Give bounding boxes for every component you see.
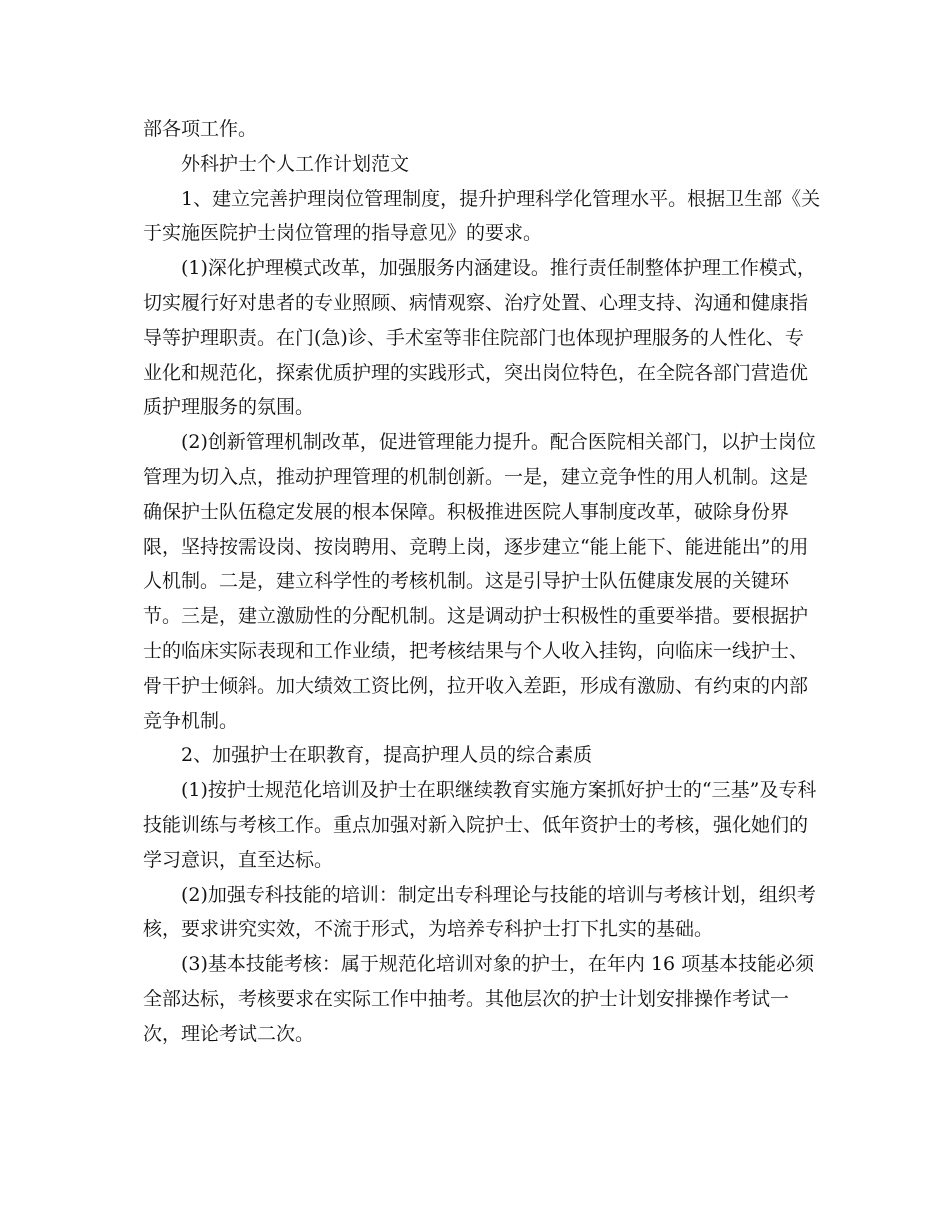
text-line: 业化和规范化，探索优质护理的实践形式，突出岗位特色，在全院各部门营造优 xyxy=(143,361,809,384)
text-line: 全部达标，考核要求在实际工作中抽考。其他层次的护士计划安排操作考试一 xyxy=(143,987,790,1010)
text-line: 于实施医院护士岗位管理的指导意见》的要求。 xyxy=(143,222,543,245)
text-line: (1)深化护理模式改革，加强服务内涵建设。推行责任制整体护理工作模式， xyxy=(181,257,816,280)
paragraph xyxy=(143,425,816,738)
text-line: (1)按护士规范化培训及护士在职继续教育实施方案抓好护士的“三基”及专科 xyxy=(181,779,817,802)
text-line: 切实履行好对患者的专业照顾、病情观察、治疗处置、心理支持、沟通和健康指 xyxy=(143,291,809,314)
text-line: 2、加强护士在职教育，提高护理人员的综合素质 xyxy=(181,744,593,767)
text-line: 次，理论考试二次。 xyxy=(143,1022,315,1045)
text-line: 技能训练与考核工作。重点加强对新入院护士、低年资护士的考核，强化她们的 xyxy=(143,813,809,836)
text-line: 竞争机制。 xyxy=(143,709,239,732)
text-line: 确保护士队伍稳定发展的根本保障。积极推进医院人事制度改革，破除身份界 xyxy=(143,500,790,523)
text-line: 部各项工作。 xyxy=(143,118,258,140)
paragraph xyxy=(143,773,817,877)
text-line: 管理为切入点，推动护理管理的机制创新。一是，建立竞争性的用人机制。这是 xyxy=(143,465,809,488)
paragraph xyxy=(143,147,808,182)
text-line: 骨干护士倾斜。加大绩效工资比例，拉开收入差距，形成有激励、有约束的内部 xyxy=(143,674,809,697)
text-line: (2)创新管理机制改革，促进管理能力提升。配合医院相关部门，以护士岗位 xyxy=(181,431,816,454)
paragraph xyxy=(143,878,816,948)
text-line: (2)加强专科技能的培训：制定出专科理论与技能的培训与考核计划，组织考 xyxy=(181,883,816,906)
text-line: (3)基本技能考核：属于规范化培训对象的护士，在年内 16 项基本技能必须 xyxy=(181,953,815,976)
paragraph xyxy=(143,251,816,425)
text-line: 学习意识，直至达标。 xyxy=(143,848,334,871)
document-body xyxy=(143,112,821,1052)
text-line: 质护理服务的氛围。 xyxy=(143,396,315,419)
text-line: 士的临床实际表现和工作业绩，把考核结果与个人收入挂钩，向临床一线护士、 xyxy=(143,639,809,662)
text-line: 外科护士个人工作计划范文 xyxy=(181,152,410,175)
paragraph xyxy=(143,738,808,773)
text-line: 人机制。二是，建立科学性的考核机制。这是引导护士队伍健康发展的关键环 xyxy=(143,570,790,593)
text-line: 节。三是，建立激励性的分配机制。这是调动护士积极性的重要举措。要根据护 xyxy=(143,605,809,628)
text-line: 1、建立完善护理岗位管理制度，提升护理科学化管理水平。根据卫生部《关 xyxy=(181,187,821,210)
paragraph xyxy=(143,112,808,147)
paragraph xyxy=(143,947,815,1051)
text-line: 导等护理职责。在门(急)诊、手术室等非住院部门也体现护理服务的人性化、专 xyxy=(143,326,804,349)
text-line: 限，坚持按需设岗、按岗聘用、竞聘上岗，逐步建立“能上能下、能进能出”的用 xyxy=(143,535,809,558)
paragraph xyxy=(143,182,821,252)
text-line: 核，要求讲究实效，不流于形式，为培养专科护士打下扎实的基础。 xyxy=(143,918,714,941)
